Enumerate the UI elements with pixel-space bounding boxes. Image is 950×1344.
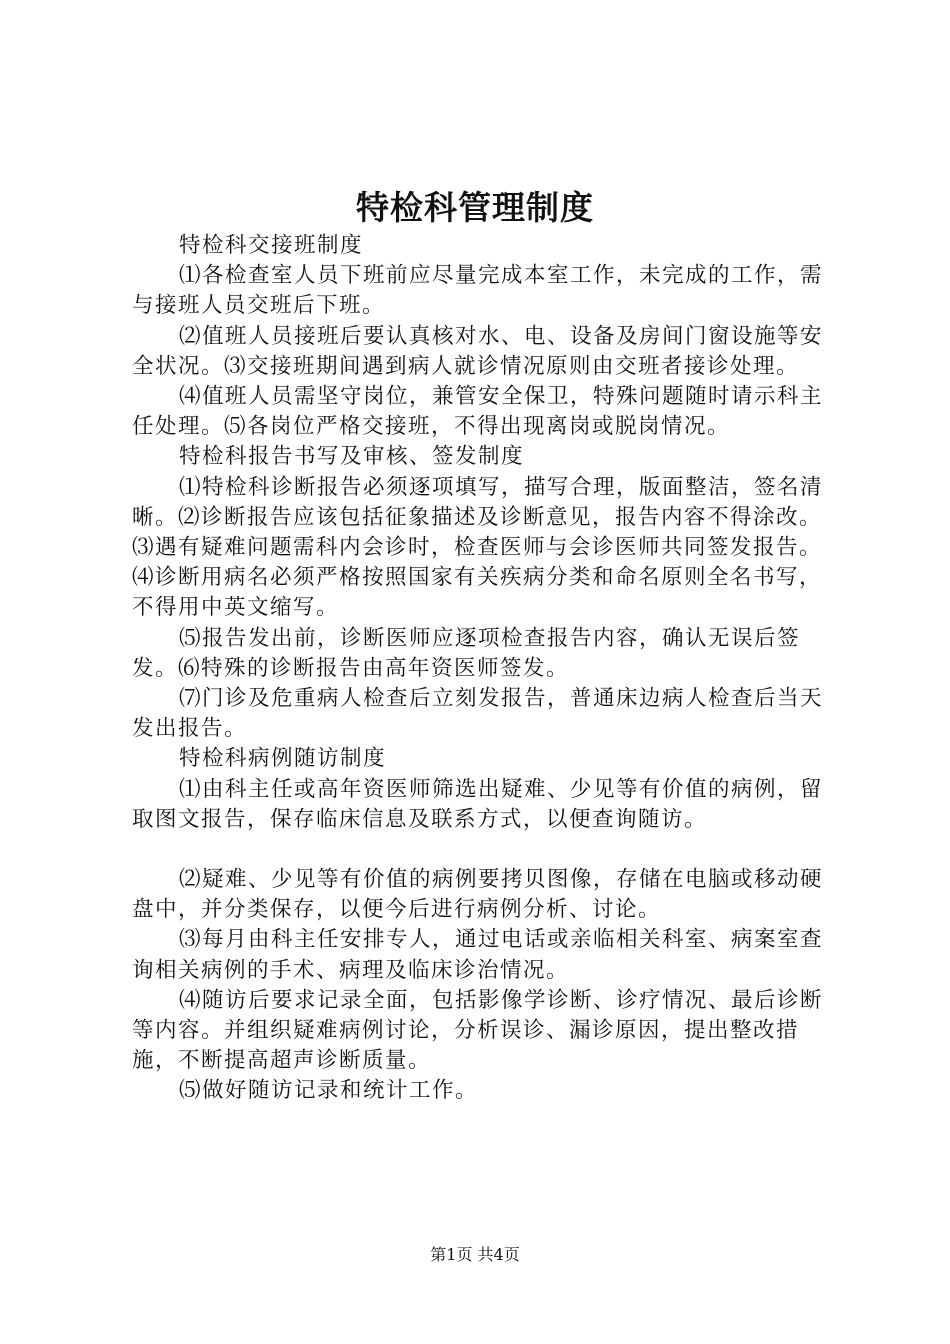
paragraph: ⑸报告发出前，诊断医师应逐项检查报告内容，确认无误后签发。⑹特殊的诊断报告由高年资医师签发。 [132, 625, 801, 681]
paragraph: ⑸做好随访记录和统计工作。 [179, 1078, 479, 1104]
document-body [132, 231, 830, 1107]
paragraph: ⑷值班人员需坚守岗位，兼管安全保卫，特殊问题随时请示科主任处理。⑸各岗位严格交接班，不得出现离岗或脱岗情况。 [132, 384, 824, 440]
section-heading-handover: 特检科交接班制度 [179, 233, 364, 258]
paragraph: ⑴各检查室人员下班前应尽量完成本室工作，未完成的工作，需与接班人员交班后下班。 [132, 263, 824, 319]
paragraph: ⑴由科主任或高年资医师筛选出疑难、少见等有价值的病例，留取图文报告，保存临床信息及联系方式，以便查询随访。 [132, 776, 824, 832]
paragraph: ⑵疑难、少见等有价值的病例要拷贝图像，存储在电脑或移动硬盘中，并分类保存，以便今后进行病例分析、讨论。 [132, 867, 824, 923]
paragraph: ⑵值班人员接班后要认真核对水、电、设备及房间门窗设施等安全状况。⑶交接班期间遇到病人就诊情况原则由交班者接诊处理。 [132, 323, 824, 379]
paragraph: ⑷随访后要求记录全面，包括影像学诊断、诊疗情况、最后诊断等内容。并组织疑难病例讨论，分析误诊、漏诊原因，提出整改措施，不断提高超声诊断质量。 [132, 987, 824, 1074]
paragraph: ⑺门诊及危重病人检查后立刻发报告，普通床边病人检查后当天发出报告。 [132, 686, 824, 742]
section-heading-followup: 特检科病例随访制度 [179, 746, 387, 772]
document-title: 特检科管理制度 [356, 188, 594, 227]
paragraph: ⑶每月由科主任安排专人，通过电话或亲临相关科室、病案室查询相关病例的手术、病理及临床诊治情况。 [132, 927, 824, 983]
page-number-footer: 第1页 共4页 [430, 1245, 520, 1264]
section-heading-report: 特检科报告书写及审核、签发制度 [179, 444, 525, 470]
paragraph: ⑴特检科诊断报告必须逐项填写，描写合理，版面整洁，签名清晰。⑵诊断报告应该包括征象描述及诊断意见，报告内容不得涂改。⑶遇有疑难问题需科内会诊时，检查医师与会诊医师共同签发报告。⑷诊断用病名必须严格按照国家有关疾病分类和命名原则全名书写，不得用中英文缩写。 [132, 474, 824, 621]
